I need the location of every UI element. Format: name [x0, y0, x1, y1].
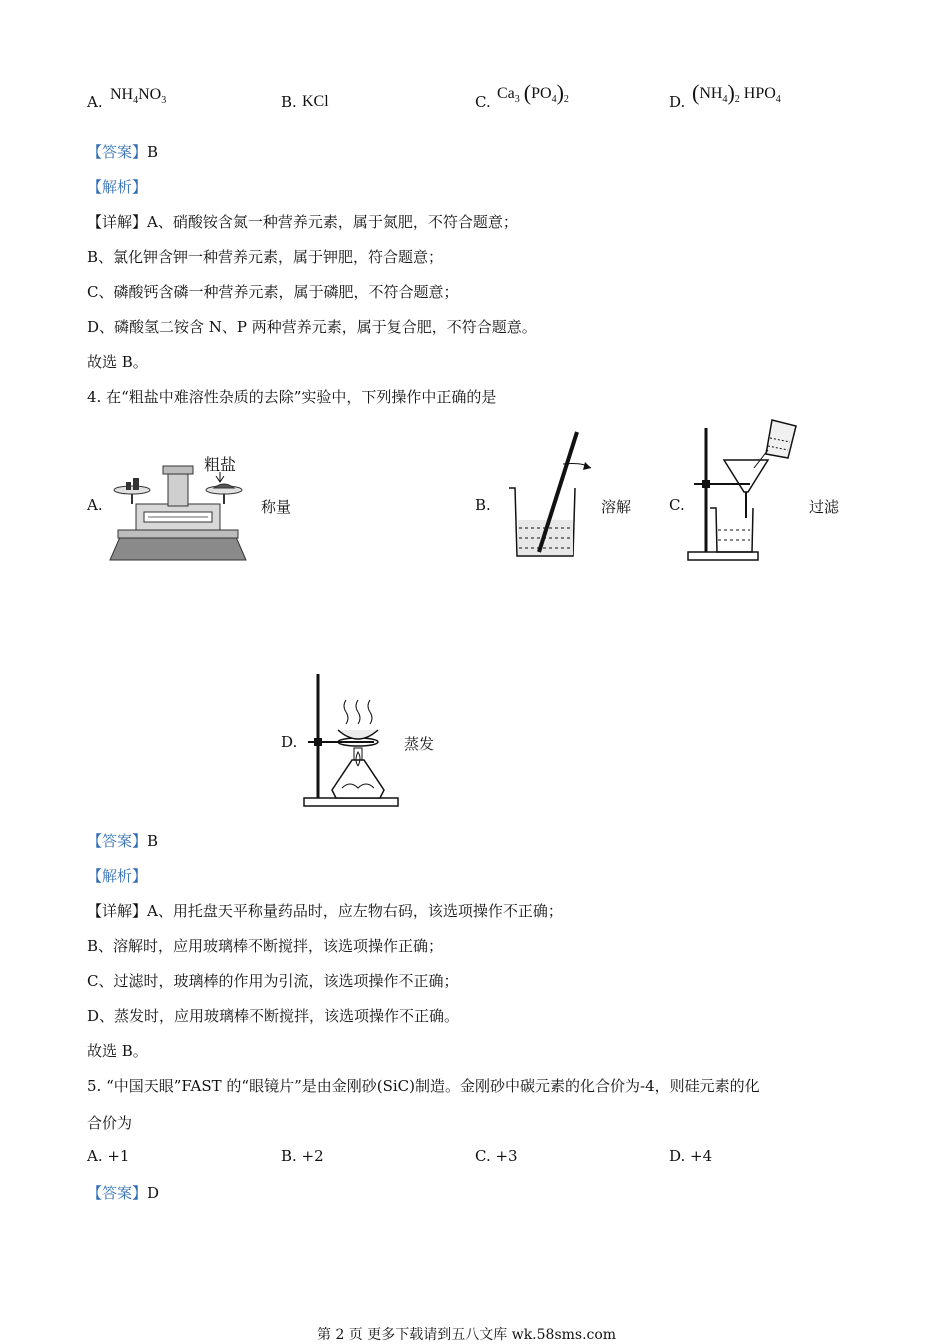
q3-option-c-formula: $Ca_3$ $(PO_4)_2$ — [497, 80, 569, 106]
q4-option-d-caption: 蒸发 — [404, 735, 435, 753]
q4-detail-line-c: C、过滤时，玻璃棒的作用为引流，该选项操作不正确； — [87, 972, 459, 990]
q5-stem-line2: 合价为 — [87, 1114, 133, 1132]
q3-detail-line-b: B、氯化钾含钾一种营养元素，属于钾肥，符合题意； — [87, 248, 444, 266]
q3-option-a-label: A. — [87, 93, 103, 111]
q4-option-b-label: B. — [475, 496, 491, 514]
q4-detail-line-b: B、溶解时，应用玻璃棒不断搅拌，该选项操作正确； — [87, 937, 444, 955]
q3-detail-line-d: D、磷酸氢二铵含 N、P 两种营养元素，属于复合肥，不符合题意。 — [87, 318, 537, 336]
q3-answer: 【答案】B — [87, 143, 159, 161]
q3-option-d-formula: $(NH_4)_2$ $HPO_4$ — [692, 80, 781, 106]
q3-option-b-formula: KCl — [302, 93, 329, 110]
q4-detail-line-d: D、蒸发时，应用玻璃棒不断搅拌，该选项操作不正确。 — [87, 1007, 460, 1025]
q4-stem: 4. 在“粗盐中难溶性杂质的去除”实验中，下列操作中正确的是 — [87, 388, 497, 406]
q5-answer: 【答案】D — [87, 1184, 160, 1202]
q4-option-c-label: C. — [669, 496, 685, 514]
q3-detail-line-a: 【详解】A、硝酸铵含氮一种营养元素，属于氮肥，不符合题意； — [87, 213, 518, 231]
q4-detail-line-a: 【详解】A、用托盘天平称量药品时，应左物右码，该选项操作不正确； — [87, 902, 563, 920]
q4-answer: 【答案】B — [87, 832, 159, 850]
q3-detail-line-c: C、磷酸钙含磷一种营养元素，属于磷肥，不符合题意； — [87, 283, 459, 301]
q3-analysis-tag: 【解析】 — [87, 178, 148, 196]
q4-conclusion: 故选 B。 — [87, 1042, 148, 1060]
q5-option-b: B. +2 — [281, 1147, 324, 1165]
q3-option-b-label: B. — [281, 93, 297, 111]
q3-option-a-formula: $NH_4NO_3$ — [110, 86, 167, 107]
q4-option-d-label: D. — [281, 733, 298, 751]
salt-label: 粗盐 — [204, 455, 237, 474]
q3-option-c-label: C. — [475, 93, 491, 111]
balance-diagram — [108, 452, 248, 562]
q5-stem-line1: 5. “中国天眼”FAST 的“眼镜片”是由金刚砂(SiC)制造。金刚砂中碳元素的化合价为-4，则硅元素的化 — [87, 1077, 760, 1095]
q5-option-c: C. +3 — [475, 1147, 518, 1165]
q3-option-d-label: D. — [669, 93, 686, 111]
q4-option-b-caption: 溶解 — [601, 498, 632, 516]
q4-option-c-caption: 过滤 — [809, 498, 840, 516]
q4-option-a-caption: 称量 — [261, 498, 292, 516]
beaker-stirring-diagram — [505, 428, 595, 560]
q5-option-d: D. +4 — [669, 1147, 713, 1165]
q3-conclusion: 故选 B。 — [87, 353, 148, 371]
page-footer: 第 2 页 更多下载请到五八文库 wk.58sms.com — [317, 1327, 617, 1343]
q4-analysis-tag: 【解析】 — [87, 867, 148, 885]
q5-option-a: A. +1 — [87, 1147, 130, 1165]
filtration-diagram — [688, 418, 808, 566]
q4-option-a-label: A. — [87, 496, 103, 514]
evaporation-diagram — [302, 670, 402, 810]
